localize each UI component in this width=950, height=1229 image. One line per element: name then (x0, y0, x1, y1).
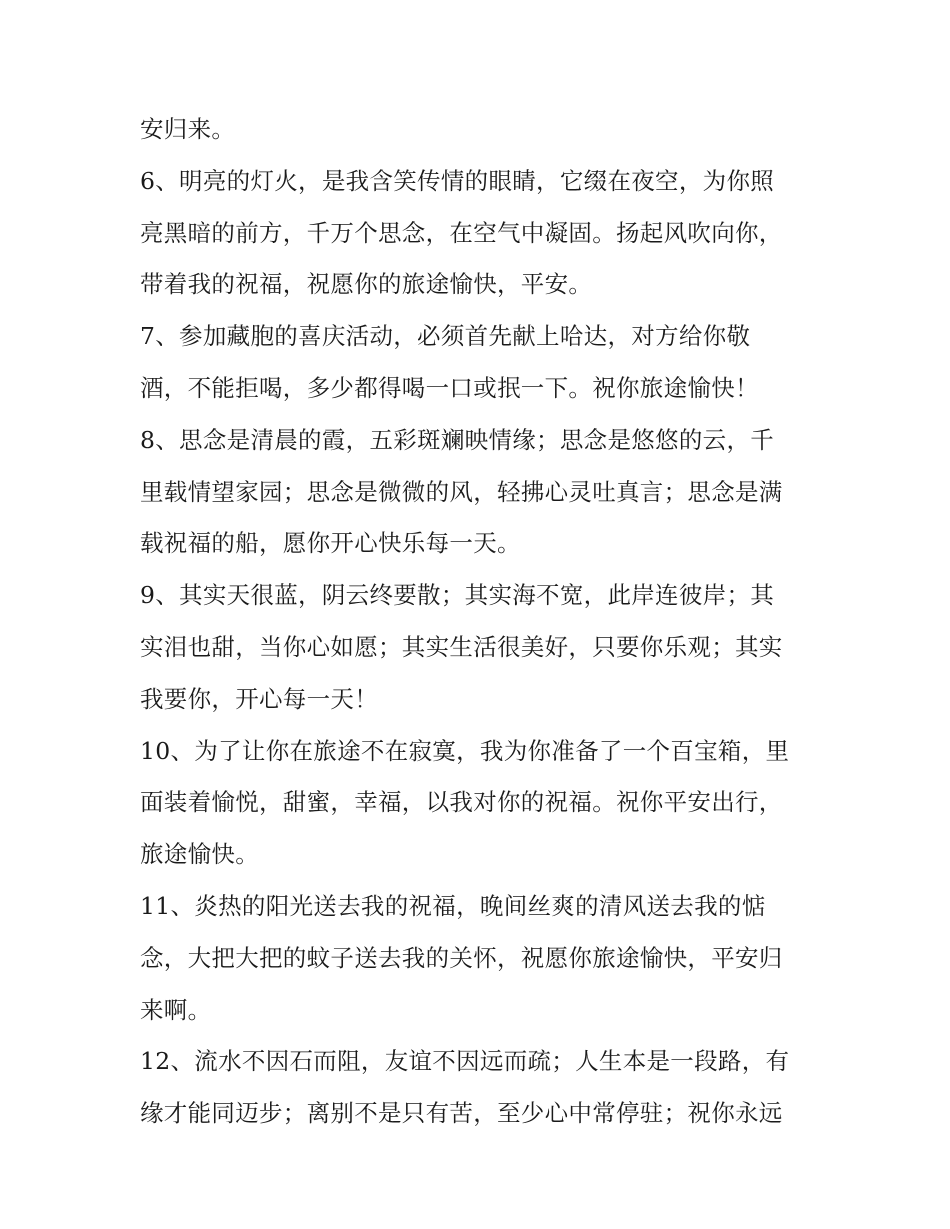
text-line: 面装着愉悦，甜蜜，幸福，以我对你的祝福。祝你平安出行， (140, 788, 783, 817)
text-line: 里载情望家园；思念是微微的风，轻拂心灵吐真言；思念是满 (140, 477, 783, 506)
text-line: 亮黑暗的前方，千万个思念，在空气中凝固。扬起风吹向你， (140, 218, 783, 247)
text-line: 实泪也甜，当你心如愿；其实生活很美好，只要你乐观；其实 (140, 632, 783, 661)
text-line: 酒，不能拒喝，多少都得喝一口或抿一下。祝你旅途愉快！ (140, 373, 759, 402)
text-line: 9、其实天很蓝，阴云终要散；其实海不宽，此岸连彼岸；其 (140, 581, 775, 610)
text-line: 载祝福的船，愿你开心快乐每一天。 (140, 529, 521, 558)
document-body (140, 107, 820, 1143)
text-line: 安归来。 (140, 115, 236, 143)
text-line: 6、明亮的灯火，是我含笑传情的眼睛，它缀在夜空，为你照 (140, 166, 775, 195)
text-line: 念，大把大把的蚊子送去我的关怀，祝愿你旅途愉快，平安归 (140, 943, 783, 972)
text-line: 我要你，开心每一天！ (140, 684, 378, 713)
text-line: 7、参加藏胞的喜庆活动，必须首先献上哈达，对方给你敬 (140, 322, 751, 351)
text-line: 11、炎热的阳光送去我的祝福，晚间丝爽的清风送去我的惦 (140, 891, 766, 920)
text-line: 来啊。 (140, 995, 212, 1024)
text-line: 12、流水不因石而阻，友谊不因远而疏；人生本是一段路，有 (140, 1047, 790, 1076)
text-line: 8、思念是清晨的霞，五彩斑斓映情缘；思念是悠悠的云，千 (140, 425, 775, 454)
text-line: 缘才能同迈步；离别不是只有苦，至少心中常停驻；祝你永远 (140, 1099, 783, 1128)
text-line: 带着我的祝福，祝愿你的旅途愉快，平安。 (140, 270, 593, 299)
text-line: 旅途愉快。 (140, 840, 259, 869)
text-line: 10、为了让你在旅途不在寂寞，我为你准备了一个百宝箱，里 (140, 736, 790, 765)
